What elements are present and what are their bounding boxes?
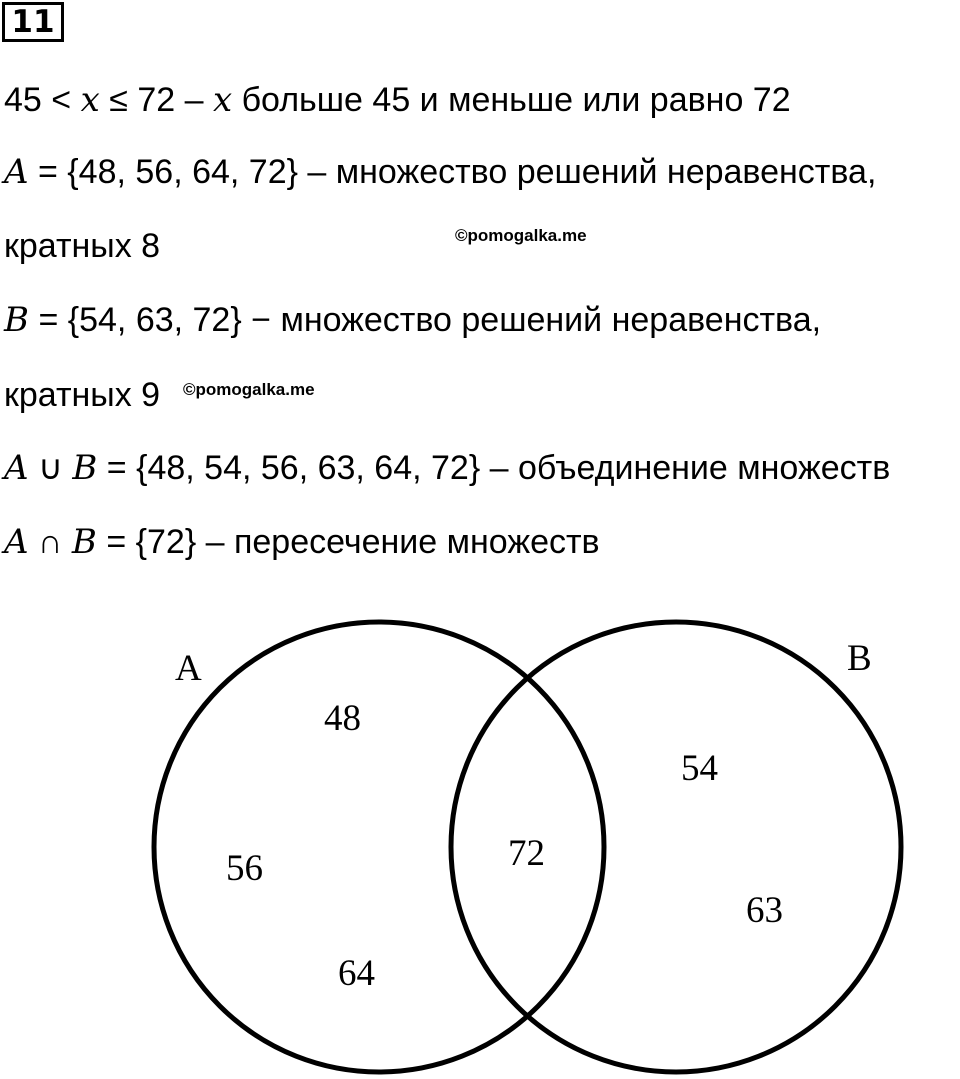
set-a-label: A <box>175 648 202 689</box>
variable-x: x <box>80 80 100 120</box>
set-a-symbol: A <box>4 448 29 488</box>
set-b-symbol: B <box>72 448 98 488</box>
watermark: ©pomogalka.me <box>183 380 315 399</box>
text: = {54, 63, 72} − множество решений неравенства, <box>29 301 822 339</box>
text: ≤ 72 – <box>99 81 213 119</box>
task-number-box: 11 <box>2 2 64 42</box>
text: больше 45 и меньше или равно 72 <box>232 81 791 119</box>
set-b-symbol: B <box>71 522 97 562</box>
element-72: 72 <box>508 833 545 874</box>
set-b-symbol: B <box>4 300 29 340</box>
watermark: ©pomogalka.me <box>455 226 587 245</box>
element-54: 54 <box>681 748 718 789</box>
element-48: 48 <box>324 698 361 739</box>
element-64: 64 <box>338 953 375 994</box>
element-56: 56 <box>226 848 263 889</box>
set-a-symbol: A <box>4 522 29 562</box>
text: кратных 8 <box>4 227 161 265</box>
text: кратных 9 <box>4 376 161 414</box>
text: = {72} – пересечение множеств <box>96 523 600 561</box>
variable-x: x <box>212 80 233 120</box>
element-63: 63 <box>746 890 783 931</box>
text: = {48, 56, 64, 72} – множество решений неравенства, <box>28 153 877 191</box>
set-a-symbol: A <box>4 152 29 192</box>
intersection-symbol: ∩ <box>28 523 72 561</box>
union-symbol: ∪ <box>28 449 73 487</box>
text: = {48, 54, 56, 63, 64, 72} – объединение множеств <box>97 449 891 487</box>
set-b-label: B <box>847 638 872 679</box>
text: 45 < <box>4 81 81 119</box>
